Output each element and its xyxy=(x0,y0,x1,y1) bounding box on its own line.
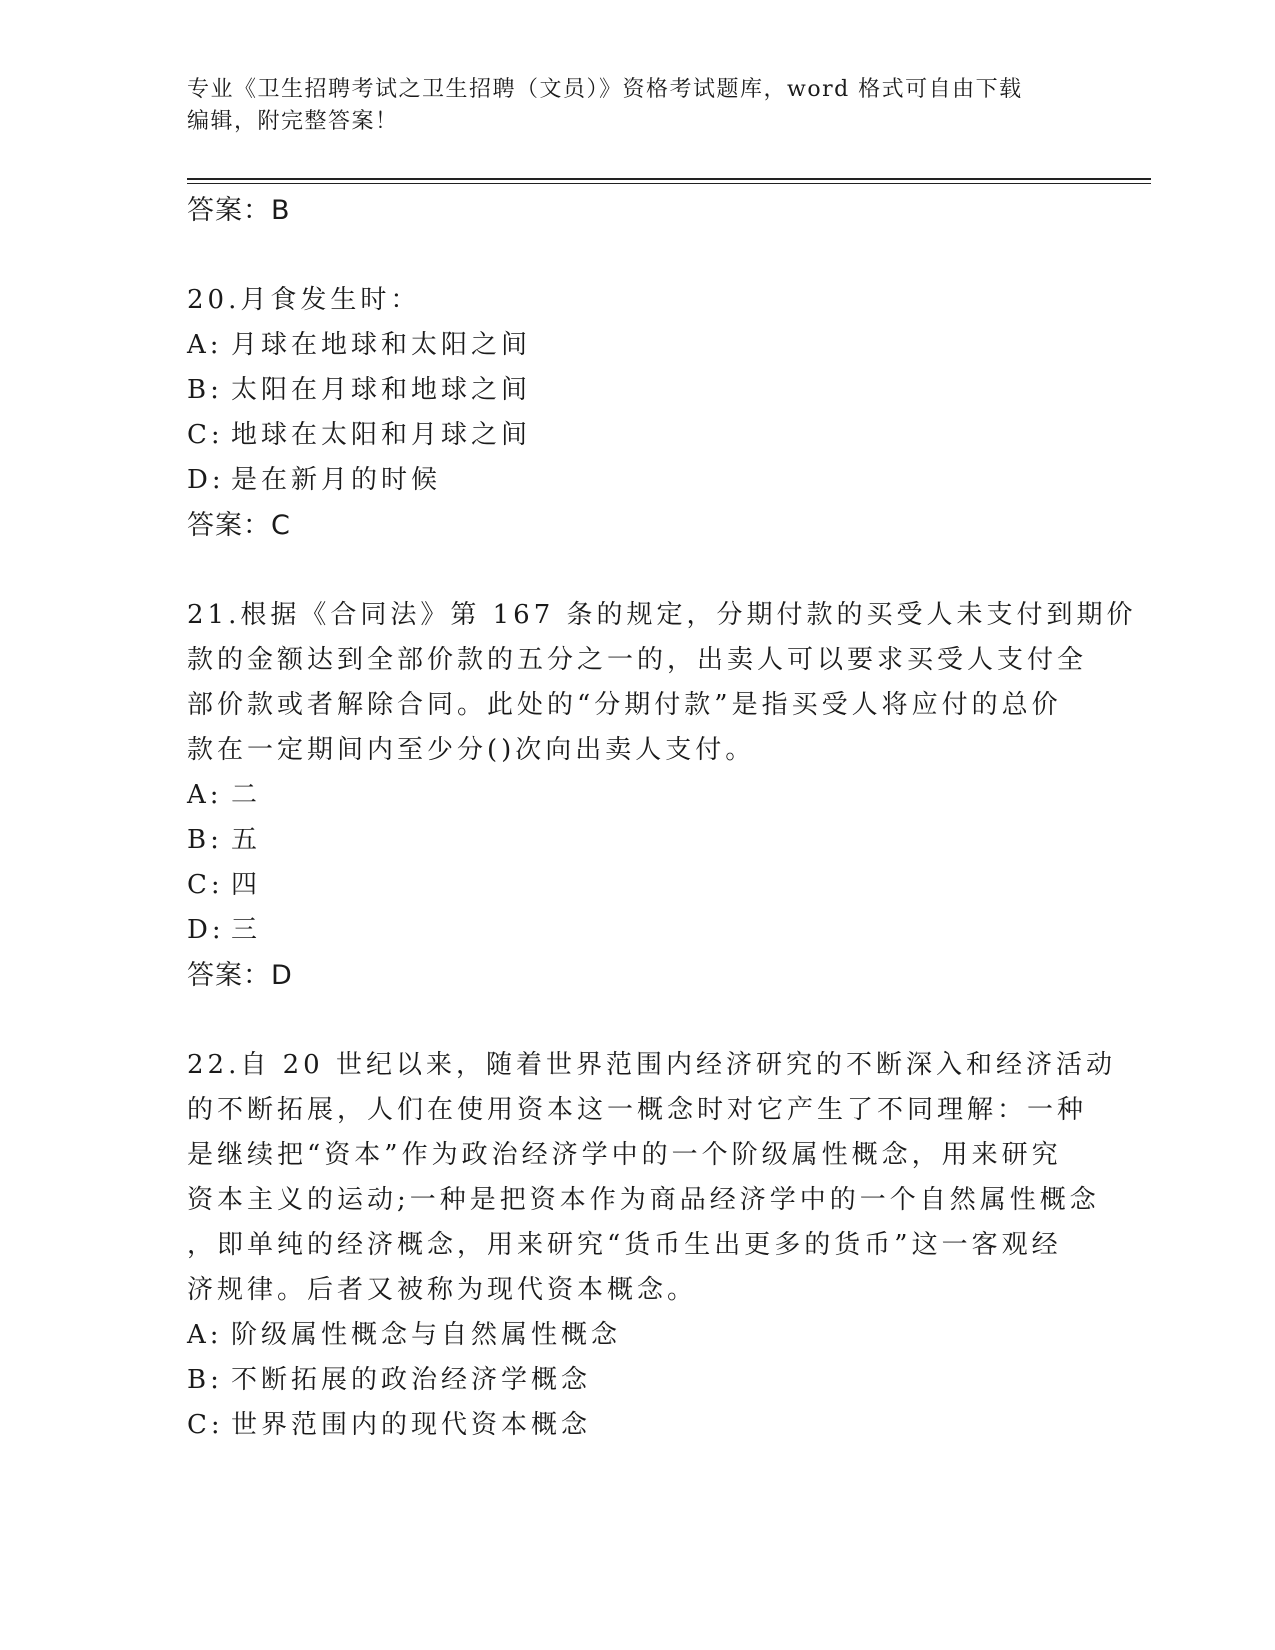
question-20-option-a xyxy=(187,323,1077,368)
question-21-stem-line-2: 款的金额达到全部价款的五分之一的，出卖人可以要求买受人支付全 xyxy=(187,645,1088,675)
question-21-option-b xyxy=(187,818,1077,863)
option-text: 月球在地球和太阳之间 xyxy=(231,330,532,360)
option-text: 三 xyxy=(231,915,262,945)
option-key: C: xyxy=(187,870,224,900)
header-rule xyxy=(187,178,1151,180)
question-21-option-c xyxy=(187,863,1077,908)
question-22-option-a xyxy=(187,1313,1077,1358)
option-key: D: xyxy=(187,465,225,495)
header-rule-thin xyxy=(187,183,1151,184)
option-text: 阶级属性概念与自然属性概念 xyxy=(231,1320,622,1350)
question-22-option-b xyxy=(187,1358,1077,1403)
question-20-option-c xyxy=(187,413,1077,458)
option-key: D: xyxy=(187,915,225,945)
question-22-option-c xyxy=(187,1403,1077,1448)
option-key: B: xyxy=(187,1365,223,1395)
option-text: 世界范围内的现代资本概念 xyxy=(231,1410,592,1440)
question-20-option-b xyxy=(187,368,1077,413)
question-22-stem-line-1: 22.自 20 世纪以来，随着世界范围内经济研究的不断深入和经济活动 xyxy=(187,1050,1116,1080)
option-key: B: xyxy=(187,375,223,405)
option-text: 不断拓展的政治经济学概念 xyxy=(231,1365,592,1395)
question-21-option-a xyxy=(187,773,1077,818)
option-text: 地球在太阳和月球之间 xyxy=(231,420,532,450)
question-20-stem: 20.月食发生时： xyxy=(187,285,421,315)
option-key: C: xyxy=(187,1410,224,1440)
question-22 xyxy=(187,1043,1116,1448)
option-text: 太阳在月球和地球之间 xyxy=(231,375,532,405)
option-key: A: xyxy=(187,330,223,360)
question-22-stem-line-5: ，即单纯的经济概念，用来研究“货币生出更多的货币”这一客观经 xyxy=(187,1230,1062,1260)
spacer xyxy=(187,548,1077,593)
option-text: 是在新月的时候 xyxy=(231,465,442,495)
spacer xyxy=(187,233,1077,278)
option-key: A: xyxy=(187,1320,223,1350)
question-21-stem-line-4: 款在一定期间内至少分()次向出卖人支付。 xyxy=(187,735,756,765)
question-20-answer: 答案：C xyxy=(187,510,291,541)
option-text: 四 xyxy=(231,870,262,900)
question-content xyxy=(187,188,1137,1448)
header-text-line-2: 编辑，附完整答案！ xyxy=(187,109,399,134)
option-key: A: xyxy=(187,780,223,810)
option-text: 二 xyxy=(231,780,262,810)
question-21-stem-line-3: 部价款或者解除合同。此处的“分期付款”是指买受人将应付的总价 xyxy=(187,690,1062,720)
question-21-option-d xyxy=(187,908,1077,953)
answer-previous: 答案：B xyxy=(187,195,291,226)
spacer xyxy=(187,998,1077,1043)
question-20 xyxy=(187,278,1077,548)
page-header xyxy=(187,74,1067,138)
question-22-stem-line-6: 济规律。后者又被称为现代资本概念。 xyxy=(187,1275,698,1305)
question-21-answer: 答案：D xyxy=(187,960,293,991)
question-22-stem-line-3: 是继续把“资本”作为政治经济学中的一个阶级属性概念，用来研究 xyxy=(187,1140,1062,1170)
question-20-option-d xyxy=(187,458,1077,503)
option-key: B: xyxy=(187,825,223,855)
question-22-stem-line-4: 资本主义的运动;一种是把资本作为商品经济学中的一个自然属性概念 xyxy=(187,1185,1100,1215)
question-21 xyxy=(187,593,1137,998)
option-text: 五 xyxy=(231,825,262,855)
question-21-stem-line-1: 21.根据《合同法》第 167 条的规定，分期付款的买受人未支付到期价 xyxy=(187,600,1137,630)
question-22-stem-line-2: 的不断拓展，人们在使用资本这一概念时对它产生了不同理解：一种 xyxy=(187,1095,1088,1125)
header-text-line-1: 专业《卫生招聘考试之卫生招聘（文员）》资格考试题库，word 格式可自由下载 xyxy=(187,77,1023,102)
option-key: C: xyxy=(187,420,224,450)
